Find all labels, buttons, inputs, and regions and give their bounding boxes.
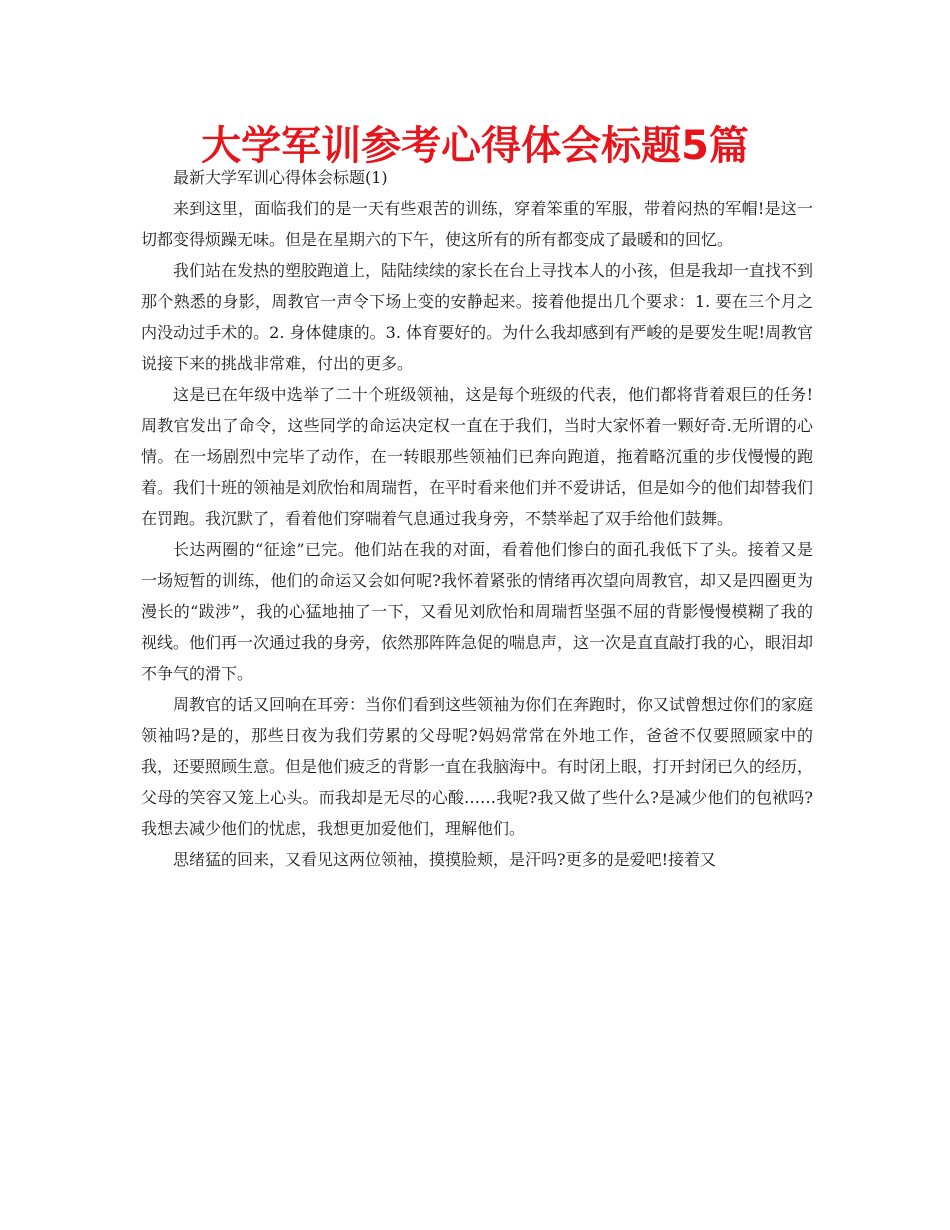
- paragraph-3: 这是已在年级中选举了二十个班级领袖，这是每个班级的代表，他们都将背着艰巨的任务!周教官发出了命令，这些同学的命运决定权一直在于我们，当时大家怀着一颗好奇.无所谓的心情。在一场剧烈中完毕了动作，在一转眼那些领袖们已奔向跑道，拖着略沉重的步伐慢慢的跑着。我们十班的领袖是刘欣怡和周瑞哲，在平时看来他们并不爱讲话，但是如今的他们却替我们在罚跑。我沉默了，看着他们穿喘着气息通过我身旁，不禁举起了双手给他们鼓舞。: [141, 385, 814, 528]
- document-title: 大学军训参考心得体会标题5篇: [201, 123, 749, 169]
- paragraph-6: 思绪猛的回来，又看见这两位领袖，摸摸脸颊，是汗吗?更多的是爱吧!接着又: [173, 850, 717, 869]
- paragraph-4: 长达两圈的“征途”已完。他们站在我的对面，看着他们惨白的面孔我低下了头。接着又是一场短暂的训练，他们的命运又会如何呢?我怀着紧张的情绪再次望向周教官，却又是四圈更为漫长的“跋涉”，我的心猛地抽了一下，又看见刘欣怡和周瑞哲坚强不屈的背影慢慢模糊了我的视线。他们再一次通过我的身旁，依然那阵阵急促的喘息声，这一次是直直敲打我的心，眼泪却不争气的滑下。: [141, 540, 814, 683]
- section-heading: 最新大学军训心得体会标题(1): [173, 168, 388, 187]
- paragraph-1: 来到这里，面临我们的是一天有些艰苦的训练，穿着笨重的军服，带着闷热的军帽!是这一切都变得烦躁无味。但是在星期六的下午，使这所有的所有都变成了最暖和的回忆。: [141, 199, 813, 249]
- paragraph-5: 周教官的话又回响在耳旁：当你们看到这些领袖为你们在奔跑时，你又试曾想过你们的家庭领袖吗?是的，那些日夜为我们劳累的父母呢?妈妈常常在外地工作，爸爸不仅要照顾家中的我，还要照顾生意。但是他们疲乏的背影一直在我脑海中。有时闭上眼，打开封闭已久的经历，父母的笑容又笼上心头。而我却是无尽的心酸……我呢?我又做了些什么?是减少他们的包袱吗?我想去减少他们的忧虑，我想更加爱他们，理解他们。: [141, 695, 814, 838]
- paragraph-2: 我们站在发热的塑胶跑道上，陆陆续续的家长在台上寻找本人的小孩，但是我却一直找不到那个熟悉的身影，周教官一声令下场上变的安静起来。接着他提出几个要求：1. 要在三个月之内没动过手术的。2. 身体健康的。3. 体育要好的。为什么我却感到有严峻的是要发生呢!周教官说接下来的挑战非常难，付出的更多。: [141, 261, 814, 373]
- document-body: [141, 162, 813, 875]
